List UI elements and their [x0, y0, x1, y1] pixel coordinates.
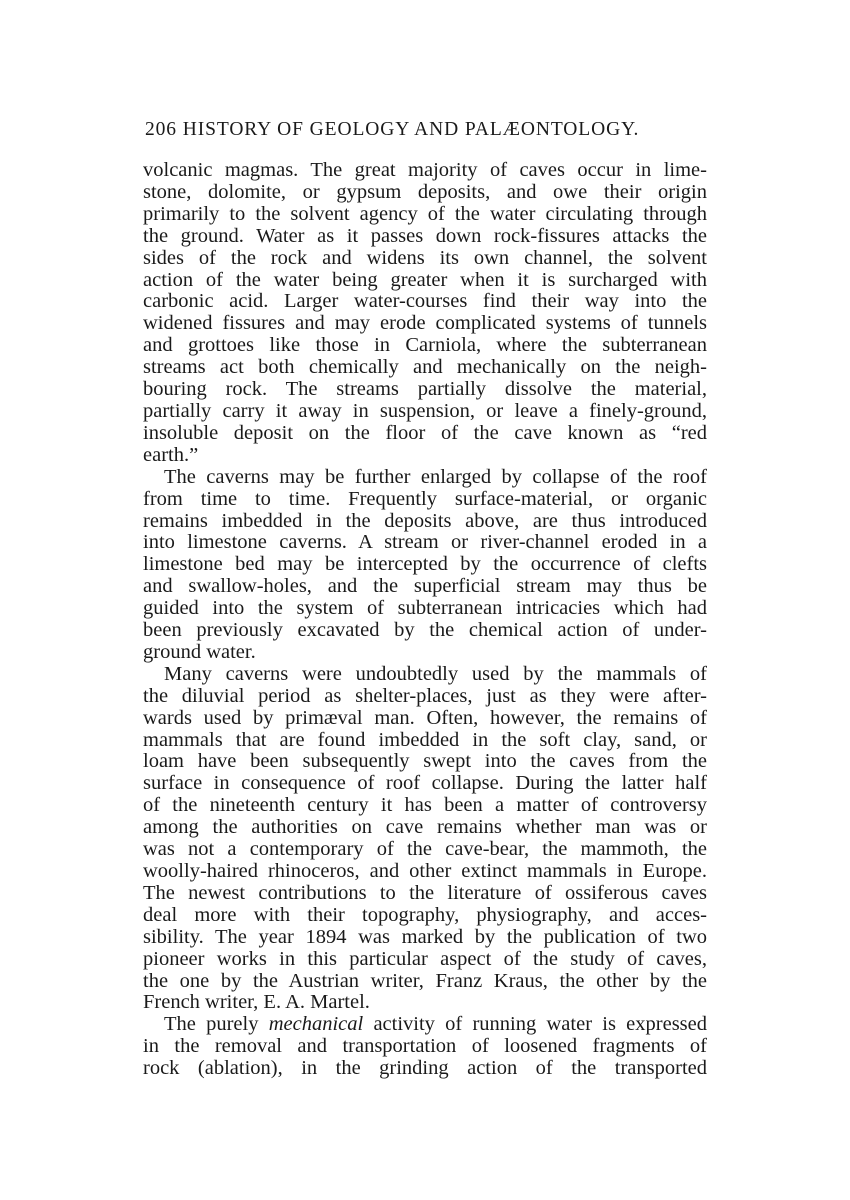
text-line: woolly-haired rhinoceros, and other extinct mammals in Europe. [143, 860, 707, 882]
text-line: bouring rock. The streams partially dissolve the material, [143, 378, 707, 401]
text-line: The caverns may be further enlarged by collapse of the roof [164, 465, 707, 488]
text-line: the diluvial period as shelter-places, just as they were after- [143, 684, 707, 707]
text-line: pioneer works in this particular aspect of the study of caves, [143, 947, 707, 970]
text-line: partially carry it away in suspension, or leave a finely-ground, [143, 399, 707, 422]
text-line: ground water. [143, 640, 256, 663]
text-line: sides of the rock and widens its own channel, the solvent [143, 246, 707, 269]
paragraph [143, 467, 707, 664]
text-line: mammals that are found imbedded in the soft clay, sand, or [143, 728, 707, 751]
text-line: and swallow-holes, and the superficial stream may thus be [143, 575, 707, 598]
text-line: insoluble deposit on the floor of the cave known as “red [143, 421, 707, 444]
text-line: limestone bed may be intercepted by the occurrence of clefts [143, 553, 707, 576]
text-line: sibility. The year 1894 was marked by the publication of two [143, 925, 707, 948]
running-title: HISTORY OF GEOLOGY AND PALÆONTOLOGY. [182, 119, 640, 140]
text-line: the one by the Austrian writer, Franz Kraus, the other by the [143, 969, 707, 992]
text-line: the ground. Water as it passes down rock-fissures attacks the [143, 224, 707, 247]
text-line: deal more with their topography, physiography, and acces- [143, 903, 707, 926]
body-text [143, 160, 707, 1080]
text-line: been previously excavated by the chemical action of under- [143, 619, 707, 642]
text-fragment: The purely [164, 1013, 269, 1036]
text-line: remains imbedded in the deposits above, are thus introduced [143, 509, 707, 532]
text-line: among the authorities on cave remains whether man was or [143, 816, 707, 839]
text-line: Many caverns were undoubtedly used by the mammals of [164, 662, 707, 685]
text-line: into limestone caverns. A stream or river-channel eroded in a [143, 531, 707, 554]
running-header [145, 119, 705, 141]
paragraph [143, 160, 707, 467]
text-line: earth.” [143, 443, 199, 466]
paragraph [143, 664, 707, 1015]
text-line: widened fissures and may erode complicated systems of tunnels [143, 312, 707, 335]
text-line: carbonic acid. Larger water-courses find their way into the [143, 290, 707, 313]
text-line: action of the water being greater when it is surcharged with [143, 268, 707, 291]
text-line: The newest contributions to the literature of ossiferous caves [143, 881, 707, 904]
text-line: rock (ablation), in the grinding action of the transported [143, 1057, 707, 1080]
paragraph [143, 1014, 707, 1080]
text-line: was not a contemporary of the cave-bear, the mammoth, the [143, 838, 707, 861]
text-line: surface in consequence of roof collapse. During the latter half [143, 772, 707, 795]
text-line [143, 1014, 707, 1036]
text-line: French writer, E. A. Martel. [143, 991, 370, 1014]
text-line: primarily to the solvent agency of the water circulating through [143, 202, 707, 225]
text-line: and grottoes like those in Carniola, where the subterranean [143, 334, 707, 357]
text-line: in the removal and transportation of loosened fragments of [143, 1035, 707, 1058]
text-fragment: activity of running water is expressed [363, 1013, 707, 1036]
text-line: wards used by primæval man. Often, however, the remains of [143, 706, 707, 729]
text-line: stone, dolomite, or gypsum deposits, and owe their origin [143, 180, 707, 203]
text-line: of the nineteenth century it has been a matter of controversy [143, 794, 707, 817]
text-line: guided into the system of subterranean intricacies which had [143, 597, 707, 620]
text-line: volcanic magmas. The great majority of caves occur in lime- [143, 159, 707, 181]
italic-term: mechanical [268, 1013, 364, 1036]
text-line: loam have been subsequently swept into the caves from the [143, 750, 707, 773]
text-line: from time to time. Frequently surface-material, or organic [143, 487, 707, 510]
text-line: streams act both chemically and mechanically on the neigh- [143, 356, 707, 379]
page-number: 206 [145, 119, 177, 140]
